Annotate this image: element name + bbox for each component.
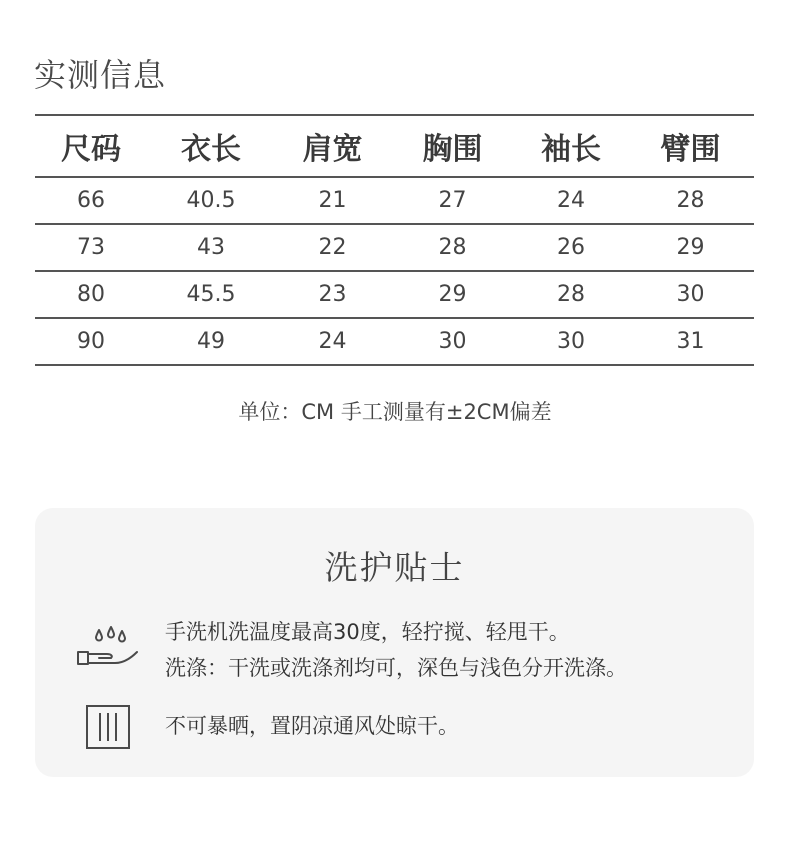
care-title: 洗护贴士 [324, 548, 465, 587]
table-cell: 30 [390, 318, 515, 365]
care-text-wash [165, 614, 627, 686]
table-cell: 26 [515, 224, 627, 271]
table-cell: 30 [627, 271, 754, 318]
table-cell: 28 [515, 271, 627, 318]
table-cell: 73 [35, 224, 147, 271]
table-row [35, 177, 754, 224]
header-length: 衣长 [147, 115, 275, 177]
table-cell: 28 [627, 177, 754, 224]
table-cell: 29 [390, 271, 515, 318]
table-cell: 40.5 [147, 177, 275, 224]
care-line: 手洗机洗温度最高30度，轻拧搅、轻甩干。 [165, 620, 570, 644]
header-chest: 胸围 [390, 115, 515, 177]
table-row [35, 224, 754, 271]
care-card [35, 508, 754, 777]
table-cell: 23 [275, 271, 390, 318]
size-table [35, 114, 754, 366]
table-cell: 24 [515, 177, 627, 224]
care-line: 不可暴晒，置阴凉通风处晾干。 [165, 714, 459, 738]
header-shoulder: 肩宽 [275, 115, 390, 177]
table-cell: 45.5 [147, 271, 275, 318]
table-cell: 49 [147, 318, 275, 365]
table-cell: 28 [390, 224, 515, 271]
table-cell: 43 [147, 224, 275, 271]
unit-note: 单位：CM 手工测量有±2CM偏差 [238, 400, 552, 424]
header-size: 尺码 [35, 115, 147, 177]
table-cell: 21 [275, 177, 390, 224]
table-row [35, 318, 754, 365]
section-title: 实测信息 [34, 56, 167, 94]
table-cell: 90 [35, 318, 147, 365]
table-header-row [35, 115, 754, 177]
table-cell: 22 [275, 224, 390, 271]
table-cell: 29 [627, 224, 754, 271]
care-line: 洗涤：干洗或洗涤剂均可，深色与浅色分开洗涤。 [165, 656, 627, 680]
hand-wash-icon [75, 624, 141, 676]
table-cell: 30 [515, 318, 627, 365]
table-cell: 24 [275, 318, 390, 365]
line-dry-icon [85, 704, 131, 754]
header-sleeve: 袖长 [515, 115, 627, 177]
care-text-dry [165, 708, 459, 744]
table-cell: 31 [627, 318, 754, 365]
header-arm: 臂围 [627, 115, 754, 177]
table-cell: 80 [35, 271, 147, 318]
table-cell: 27 [390, 177, 515, 224]
table-cell: 66 [35, 177, 147, 224]
table-row [35, 271, 754, 318]
